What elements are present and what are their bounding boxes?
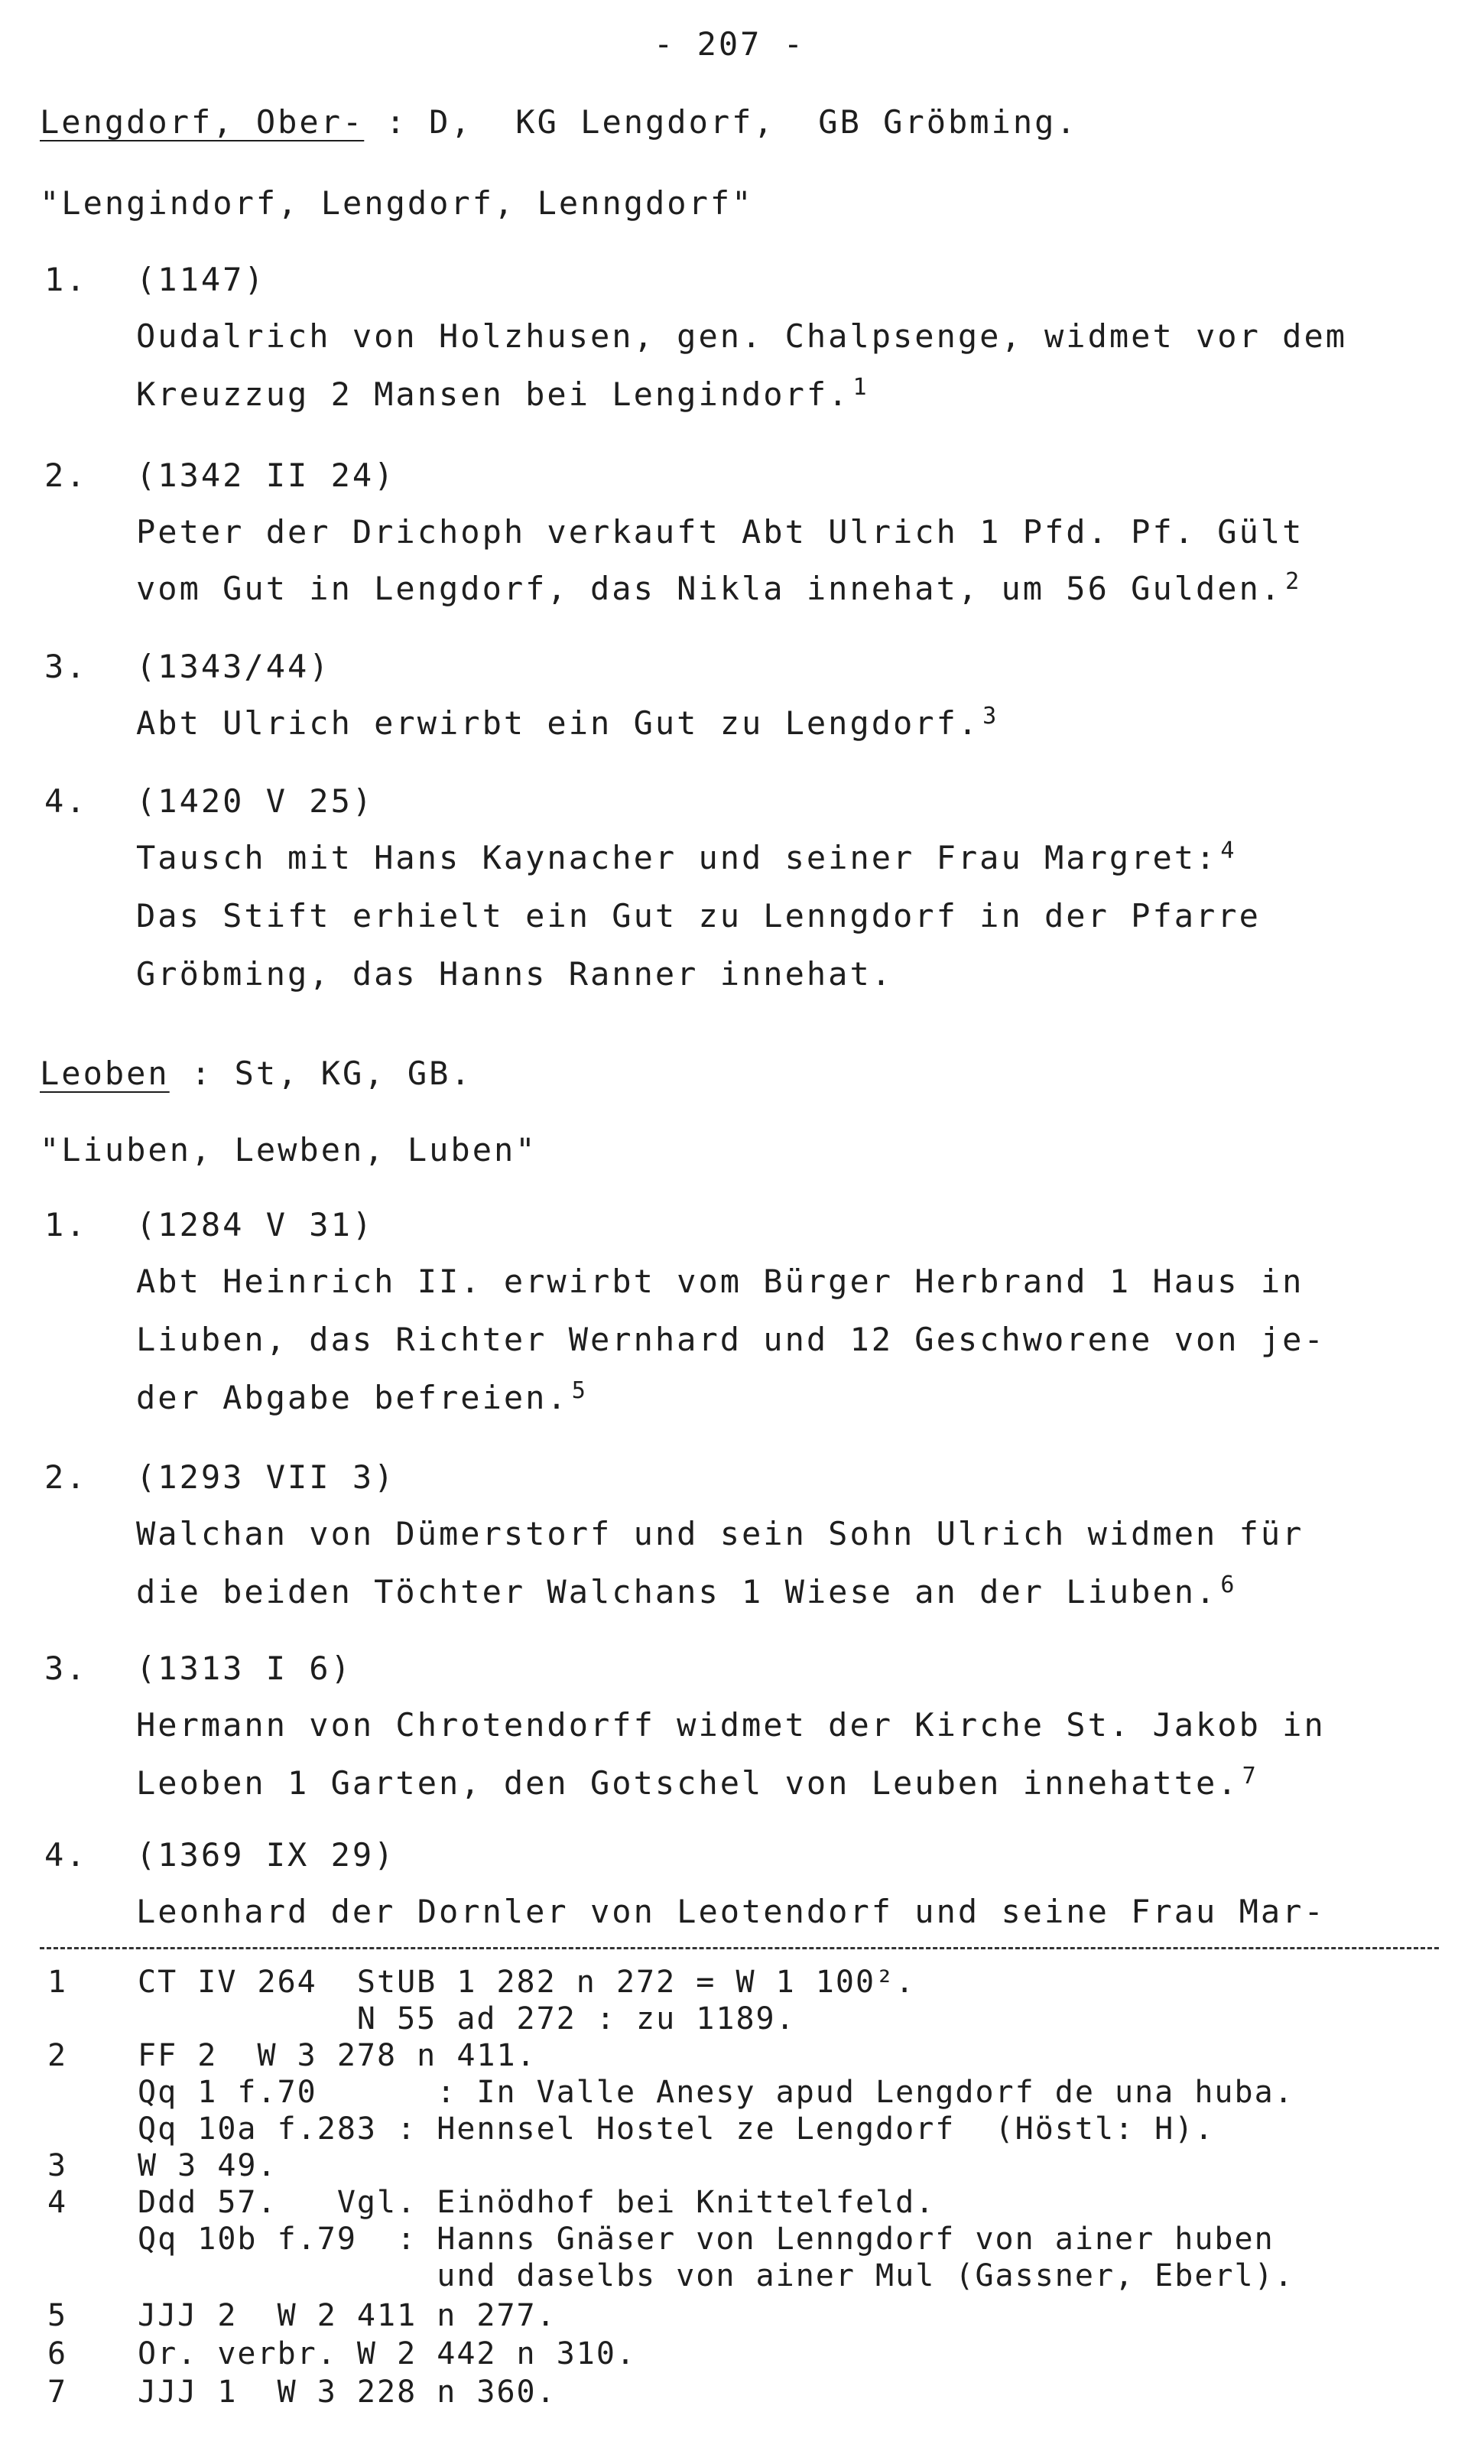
item-date: (1342 II 24) xyxy=(136,457,396,494)
footnote-line: N 55 ad 272 : zu 1189. xyxy=(138,2001,796,2037)
footnote-ref: 7 xyxy=(1242,1763,1258,1789)
item-line: Hermann von Chrotendorff widmet der Kirche St. Jakob in xyxy=(136,1706,1326,1744)
item-date: (1343/44) xyxy=(136,648,331,685)
item-line: Abt Ulrich erwirbt ein Gut zu Lengdorf. $^3$ xyxy=(136,703,999,742)
footnote-ref: 6 xyxy=(1220,1572,1237,1598)
footnote-number: 1 xyxy=(47,1965,68,2000)
entry-heading xyxy=(40,1054,472,1094)
place-name: Leoben xyxy=(40,1055,170,1092)
item-line: vom Gut in Lengdorf, das Nikla innehat, um 56 Gulden. $^2$ xyxy=(136,568,1302,607)
item-date: (1147) xyxy=(136,261,266,298)
footnote-line: FF 2 W 3 278 n 411. xyxy=(138,2038,537,2073)
footnote-number: 5 xyxy=(47,2298,68,2333)
item-number: 1. xyxy=(44,1206,88,1243)
item-date: (1313 I 6) xyxy=(136,1650,352,1687)
footnote-number: 7 xyxy=(47,2375,68,2410)
footnote-ref: 4 xyxy=(1220,837,1237,864)
place-name: Lengdorf, Ober- xyxy=(40,103,365,141)
name-variants: "Liuben, Lewben, Luben" xyxy=(40,1131,537,1169)
item-number: 4. xyxy=(44,782,88,820)
footnote-number: 3 xyxy=(47,2148,68,2183)
item-line: Gröbming, das Hanns Ranner innehat. xyxy=(136,955,894,993)
item-line: die beiden Töchter Walchans 1 Wiese an der Liuben. $^6$ xyxy=(136,1572,1237,1611)
footnote-number: 4 xyxy=(47,2185,68,2220)
item-number: 2. xyxy=(44,1458,88,1496)
item-line: Tausch mit Hans Kaynacher und seiner Frau Margret: $^4$ xyxy=(136,837,1237,876)
item-number: 2. xyxy=(44,457,88,494)
item-date: (1369 IX 29) xyxy=(136,1836,396,1874)
item-line: Liuben, das Richter Wernhard und 12 Geschworene von je- xyxy=(136,1321,1326,1358)
item-line: Abt Heinrich II. erwirbt vom Bürger Herbrand 1 Haus in xyxy=(136,1263,1304,1300)
footnote-line: Or. verbr. W 2 442 n 310. xyxy=(138,2336,637,2371)
item-line: Kreuzzug 2 Mansen bei Lengindorf. $^1$ xyxy=(136,374,869,413)
footnote-ref: 3 xyxy=(982,703,999,730)
item-date: (1284 V 31) xyxy=(136,1206,375,1243)
footnote-ref: 5 xyxy=(571,1377,588,1404)
item-line: der Abgabe befreien. $^5$ xyxy=(136,1377,588,1416)
footnote-line: JJJ 2 W 2 411 n 277. xyxy=(138,2298,557,2333)
footnote-line: Qq 1 f.70 : In Valle Anesy apud Lengdorf de una huba. xyxy=(138,2075,1294,2110)
item-line: Peter der Drichoph verkauft Abt Ulrich 1 Pfd. Pf. Gült xyxy=(136,513,1304,551)
footnote-line: CT IV 264 StUB 1 282 n 272 = W 1 100². xyxy=(138,1965,916,2000)
footnote-number: 6 xyxy=(47,2336,68,2371)
name-variants: "Lengindorf, Lengdorf, Lenngdorf" xyxy=(40,184,754,222)
footnote-line: Qq 10b f.79 : Hanns Gnäser von Lenngdorf von ainer huben xyxy=(138,2222,1275,2257)
item-line: Das Stift erhielt ein Gut zu Lenngdorf in der Pfarre xyxy=(136,897,1261,935)
item-date: (1293 VII 3) xyxy=(136,1458,396,1496)
footnote-number: 2 xyxy=(47,2038,68,2073)
footnote-line: Qq 10a f.283 : Hennsel Hostel ze Lengdorf (Höstl: H). xyxy=(138,2111,1215,2147)
footnote-ref: 1 xyxy=(852,374,869,401)
item-line: Oudalrich von Holzhusen, gen. Chalpsenge, widmet vor dem xyxy=(136,317,1348,355)
place-info: : St, KG, GB. xyxy=(169,1055,472,1092)
item-number: 4. xyxy=(44,1836,88,1874)
place-info: : D, KG Lengdorf, GB Gröbming. xyxy=(364,103,1078,141)
item-number: 3. xyxy=(44,648,88,685)
entry-heading xyxy=(40,102,1078,142)
item-line: Walchan von Dümerstorf und sein Sohn Ulrich widmen für xyxy=(136,1515,1304,1552)
page-number: - 207 - xyxy=(654,25,806,63)
item-number: 1. xyxy=(44,261,88,298)
footnote-line: und daselbs von ainer Mul (Gassner, Eberl). xyxy=(138,2258,1294,2293)
item-number: 3. xyxy=(44,1650,88,1687)
footnote-ref: 2 xyxy=(1285,568,1302,595)
item-line: Leonhard der Dornler von Leotendorf und seine Frau Mar- xyxy=(136,1893,1326,1930)
footnote-line: JJJ 1 W 3 228 n 360. xyxy=(138,2375,557,2410)
footnote-line: W 3 49. xyxy=(138,2148,278,2183)
item-line: Leoben 1 Garten, den Gotschel von Leuben innehatte. $^7$ xyxy=(136,1763,1258,1802)
footnote-separator xyxy=(40,1947,1439,1949)
footnote-line: Ddd 57. Vgl. Einödhof bei Knittelfeld. xyxy=(138,2185,936,2220)
item-date: (1420 V 25) xyxy=(136,782,375,820)
